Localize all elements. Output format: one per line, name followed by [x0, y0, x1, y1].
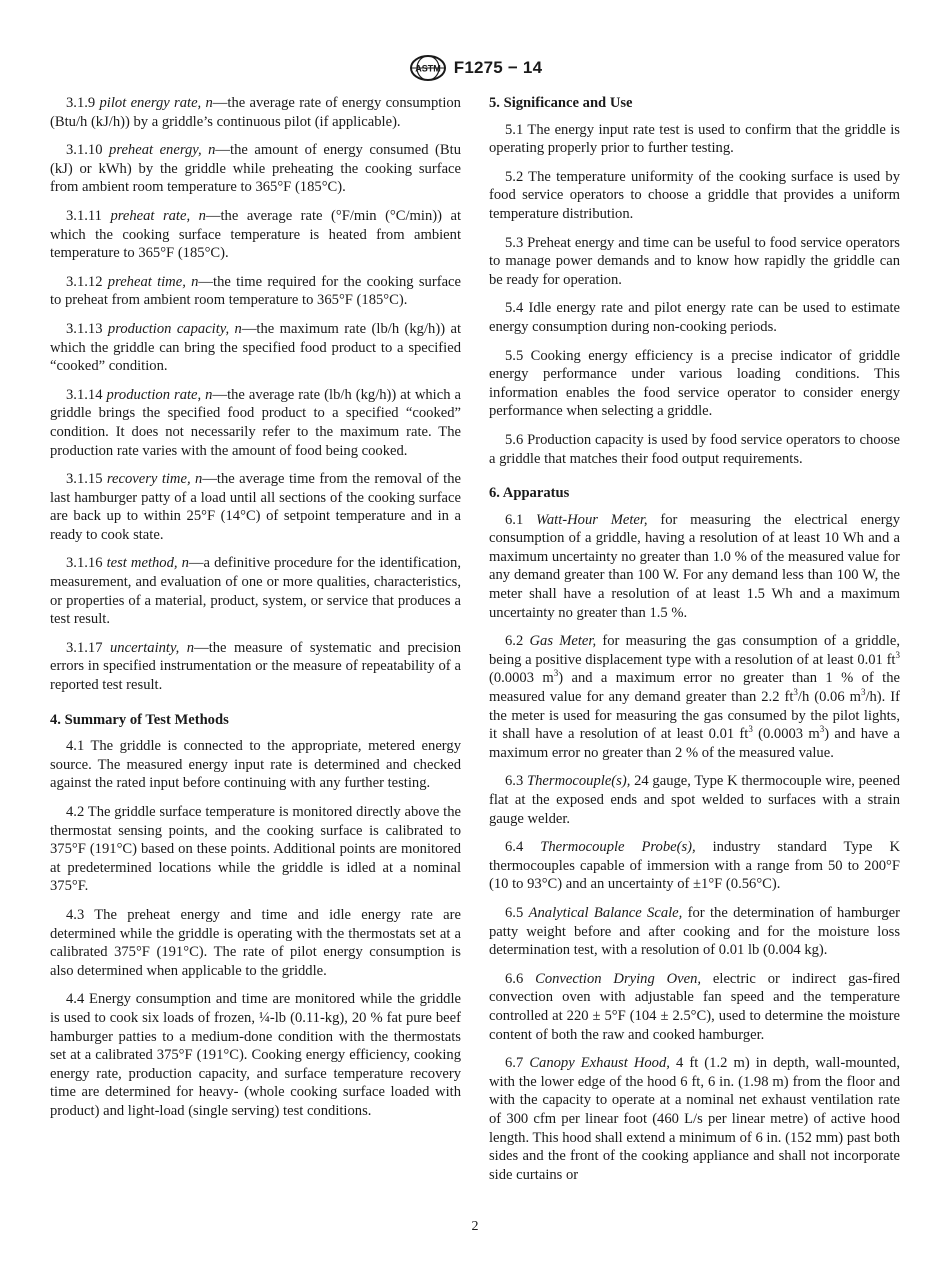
- right-column: [489, 94, 900, 1194]
- paragraph-5-6: 5.6 Production capacity is used by food service operators to choose a griddle that matches their food output requirements.: [489, 431, 900, 467]
- paragraph-6-4: 6.4 Thermocouple Probe(s), industry standard Type K thermocouples capable of immersion with a range from 50 to 200°F (10 to 93°C) and an uncertainty of ±1°F (0.56°C).: [489, 839, 900, 893]
- paragraph-5-1: 5.1 The energy input rate test is used to confirm that the griddle is operating properly prior to further testing.: [489, 121, 900, 157]
- paragraph-4-3: 4.3 The preheat energy and time and idle energy rate are determined while the griddle is operating with the thermostats set at a calibrated 375°F (191°C). The rate of pilot energy consumption is also determined when applicable to the griddle.: [50, 906, 461, 979]
- page-header: [0, 54, 950, 87]
- section-6-heading: 6. Apparatus: [489, 485, 570, 502]
- paragraph-4-1: 4.1 The griddle is connected to the appropriate, metered energy source. The measured energy input rate is determined and checked against the rated input before continuing with any further testing.: [50, 738, 461, 792]
- paragraph-6-2: 6.2 Gas Meter, for measuring the gas consumption of a griddle, being a positive displacement type with a resolution of at least 0.01 $ft^3$ (0.0003 $m^3$) and a maximum error no greater than 1 % of the measured value for any demand greater than 2.2 $ft^3/h$ (0.06 $m^3/h$). If the meter is used for measuring the gas consumed by the pilot lights, it shall have a resolution of at least 0.01 $ft^3$ (0.0003 $m^3$) and have a maximum error no greater than 2 % of the measured value.: [489, 633, 901, 761]
- paragraph-6-5: 6.5 Analytical Balance Scale, for the determination of hamburger patty weight before and after cooking and for the moisture loss determination test, with a resolution of 0.01 lb (0.004 kg).: [489, 904, 900, 959]
- definition-3-1-9: 3.1.9 pilot energy rate, n—the average rate of energy consumption (Btu/h (kJ/h)) by a griddle’s continuous pilot (if applicable).: [50, 95, 461, 130]
- definition-3-1-16: 3.1.16 test method, n—a definitive procedure for the identification, measurement, and evaluation of one or more qualities, characteristics, or properties of a material, product, system, or service that produces a test result.: [50, 555, 461, 628]
- definition-3-1-17: 3.1.17 uncertainty, n—the measure of systematic and precision errors in specified instrumentation or the measure of repeatability of a reported test result.: [50, 639, 461, 694]
- definition-3-1-14: 3.1.14 production rate, n—the average rate (lb/h (kg/h)) at which a griddle brings the specified food product to a specified “cooked” condition. It does not necessarily refer to the maximum rate. The production rate varies with the amount of food being cooked.: [50, 386, 461, 459]
- page-number: 2: [471, 1219, 479, 1234]
- paragraph-5-5: 5.5 Cooking energy efficiency is a precise indicator of griddle energy performance under various loading conditions. This information enables the food service operator to consider energy performance when selecting a griddle.: [489, 347, 900, 420]
- definition-3-1-15: 3.1.15 recovery time, n—the average time from the removal of the last hamburger patty of a load until all sections of the cooking surface are back up to within 25°F (14°C) of setpoint temperature and in a ready to cook state.: [50, 471, 461, 543]
- left-column: [50, 94, 461, 1131]
- paragraph-4-4: 4.4 Energy consumption and time are monitored while the griddle is used to cook six loads of frozen, ¼-lb (0.11-kg), 20 % fat pure beef hamburger patties to a medium-done condition with the thermostats set at a calibrated 375°F (191°C). Cooking energy efficiency, cooking energy rate, production capacity, and surface temperature recovery time are determined for heavy- (whole cooking surface loaded with product) and light-load (single serving) test conditions.: [50, 991, 461, 1119]
- section-5-heading: 5. Significance and Use: [489, 95, 633, 111]
- section-4-heading: 4. Summary of Test Methods: [50, 711, 229, 728]
- paragraph-4-2: 4.2 The griddle surface temperature is monitored directly above the thermostat sensing points, and the cooking surface is calibrated to 375°F (191°C) based on these points. Additional points are monitored at predetermined locations while the griddle is idled at a nominal 375°F.: [50, 804, 461, 895]
- definition-3-1-12: 3.1.12 preheat time, n—the time required for the cooking surface to preheat from ambient room temperature to 365°F (185°C).: [50, 273, 462, 309]
- standard-designation: F1275 − 14: [453, 58, 543, 77]
- paragraph-6-1: 6.1 Watt-Hour Meter, for measuring the electrical energy consumption of a griddle, having a resolution of at least 10 Wh and a maximum uncertainty no greater than 1.0 % of the measured value for any demand greater than 100 W. For any demand less than 100 W, the meter shall have a resolution of at least 1.5 Wh and a maximum uncertainty no greater than 1.5 %.: [489, 511, 900, 621]
- definition-3-1-10: 3.1.10 preheat energy, n—the amount of energy consumed (Btu (kJ) or kWh) by the griddle while preheating the cooking surface from ambient room temperature to 365°F (185°C).: [50, 142, 461, 196]
- paragraph-6-6: 6.6 Convection Drying Oven, electric or indirect gas-fired convection oven with adjustable fan speed and the temperature controlled at 220 ± 5°F (104 ± 2.5°C), used to determine the moisture content of both the raw and cooked hamburger.: [489, 970, 900, 1043]
- definition-3-1-11: 3.1.11 preheat rate, n—the average rate (°F/min (°C/min)) at which the cooking surface temperature is heated from ambient temperature to 365°F (185°C).: [50, 207, 461, 262]
- svg-text:ASTM: ASTM: [415, 63, 441, 74]
- paragraph-6-7: 6.7 Canopy Exhaust Hood, 4 ft (1.2 m) in depth, wall-mounted, with the lower edge of the hood 6 ft, 6 in. (1.98 m) from the floor and with the capacity to operate at a nominal net exhaust ventilation rate of 300 cfm per linear foot (460 L/s per linear metre) of active hood length. This hood shall extend a minimum of 6 in. (152 mm) past both sides and the front of the cooking appliance and shall not incorporate side curtains or: [489, 1055, 900, 1183]
- astm-logo: [408, 54, 448, 82]
- paragraph-5-3: 5.3 Preheat energy and time can be useful to food service operators to manage power demands and to know how rapidly the griddle can be ready for operation.: [489, 234, 900, 288]
- definition-3-1-13: 3.1.13 production capacity, n—the maximum rate (lb/h (kg/h)) at which the griddle can bring the specified food product to a specified “cooked” condition.: [50, 320, 461, 375]
- paragraph-5-2: 5.2 The temperature uniformity of the cooking surface is used by food service operators to choose a griddle that provides a uniform temperature distribution.: [489, 168, 900, 222]
- paragraph-6-3: 6.3 Thermocouple(s), 24 gauge, Type K thermocouple wire, peened flat at the exposed ends and spot welded to surfaces with a strain gauge welder.: [489, 773, 900, 827]
- paragraph-5-4: 5.4 Idle energy rate and pilot energy rate can be used to estimate energy consumption during non-cooking periods.: [489, 300, 900, 335]
